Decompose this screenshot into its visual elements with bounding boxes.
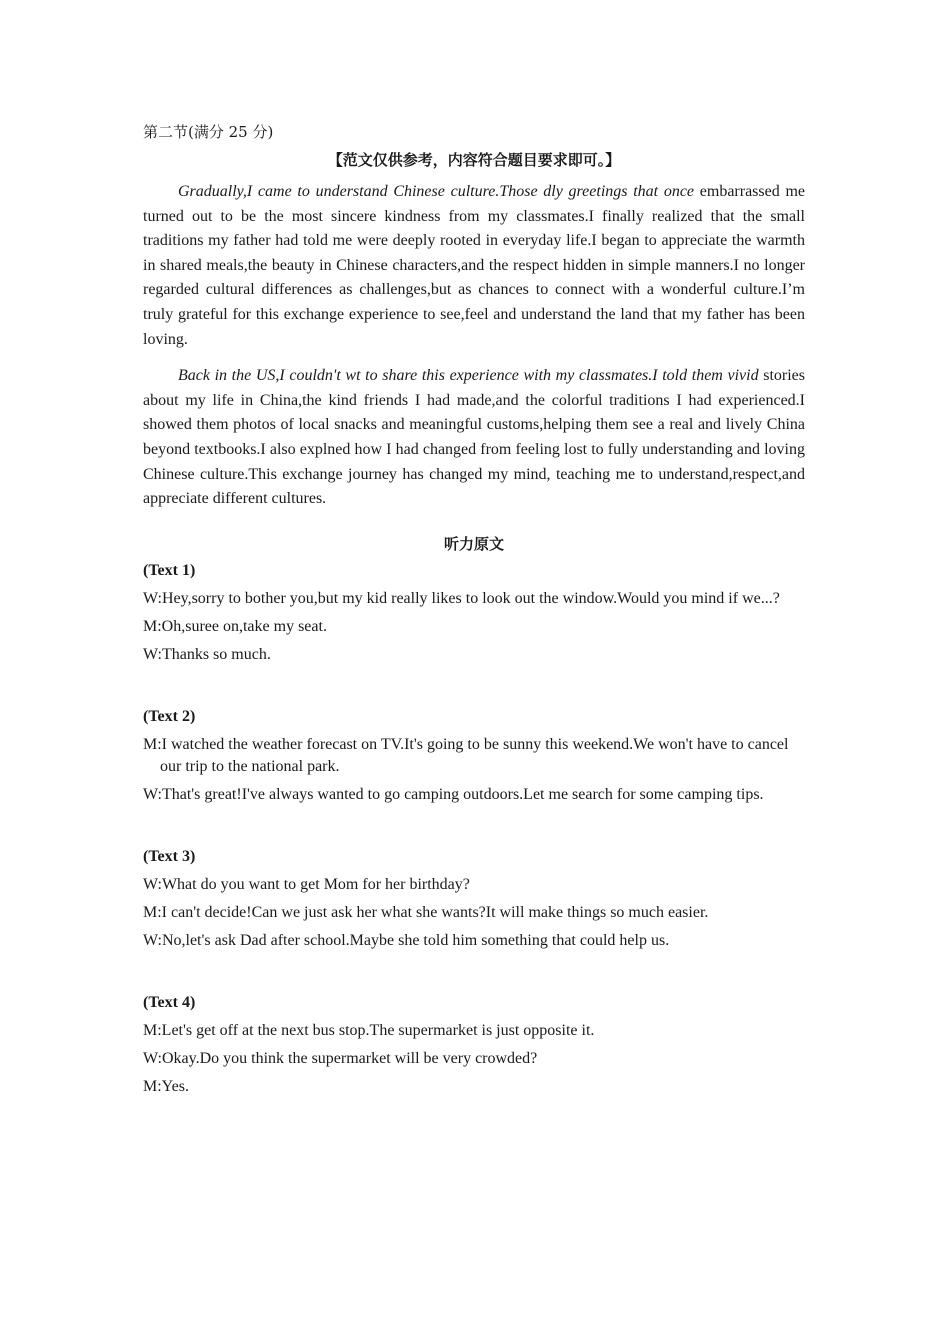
listening-text xyxy=(143,992,805,1098)
dialogue-line: W:What do you want to get Mom for her birthday? xyxy=(143,875,470,893)
listening-text xyxy=(143,560,805,666)
essay-paragraph xyxy=(143,364,805,512)
dialogue-line: M:I can't decide!Can we just ask her what she wants?It will make things so much easier. xyxy=(143,903,709,921)
dialogue-line: W:Hey,sorry to bother you,but my kid really likes to look out the window.Would you mind if we...? xyxy=(143,589,780,607)
model-essay xyxy=(143,180,805,512)
dialogue-line: M:Oh,suree on,take my seat. xyxy=(143,617,327,635)
text-label: (Text 4) xyxy=(143,993,196,1011)
text-label: (Text 1) xyxy=(143,561,196,579)
dialogue-line: M:Let's get off at the next bus stop.The supermarket is just opposite it. xyxy=(143,1021,595,1039)
listening-text xyxy=(143,846,805,952)
essay-paragraph-body: embarrassed me turned out to be the most sincere kindness from my classmates.I finally realized that the small traditions my father had told me were deeply rooted in everyday life.I began to appreciate the warmth in shared meals,the beauty in Chinese characters,and the respect hidden in simple manners.I no longer regarded cultural differences as challenges,but as chances to connect with a wonderful culture.I’m truly grateful for this exchange experience to see,feel and understand the land that my father has been loving. xyxy=(143,183,806,348)
dialogue-line: W:Okay.Do you think the supermarket will be very crowded? xyxy=(143,1049,538,1067)
reference-note: 【范文仅供参考，内容符合题目要求即可。】 xyxy=(327,151,621,169)
essay-paragraph xyxy=(143,180,805,352)
document-page xyxy=(143,118,805,1138)
section-title: 第二节(满分 25 分) xyxy=(143,123,274,141)
essay-paragraph-lead: Back in the US,I couldn't wt to share this experience with my classmates.I told them vivid xyxy=(178,367,759,385)
dialogue-line: M:Yes. xyxy=(143,1077,189,1095)
dialogue-line: W:No,let's ask Dad after school.Maybe she told him something that could help us. xyxy=(143,931,670,949)
text-label: (Text 3) xyxy=(143,847,196,865)
text-label: (Text 2) xyxy=(143,707,196,725)
dialogue-line: W:Thanks so much. xyxy=(143,645,271,663)
essay-paragraph-body: stories about my life in China,the kind friends I had made,and the colorful traditions I had experienced.I showed them photos of local snacks and meaningful customs,helping them see a real and lively China beyond textbooks.I also explned how I had changed from feeling lost to fully understanding and loving Chinese culture.This exchange journey has changed my mind, teaching me to understand,respect,and appreciate different cultures. xyxy=(143,367,805,508)
listening-title: 听力原文 xyxy=(443,534,504,553)
essay-paragraph-lead: Gradually,I came to understand Chinese culture.Those dly greetings that once xyxy=(178,183,695,200)
listening-text xyxy=(143,706,805,806)
dialogue-line: M:I watched the weather forecast on TV.It's going to be sunny this weekend.We won't have to cancel our trip to the national park. xyxy=(143,735,789,775)
dialogue-line: W:That's great!I've always wanted to go camping outdoors.Let me search for some camping tips. xyxy=(143,785,764,803)
